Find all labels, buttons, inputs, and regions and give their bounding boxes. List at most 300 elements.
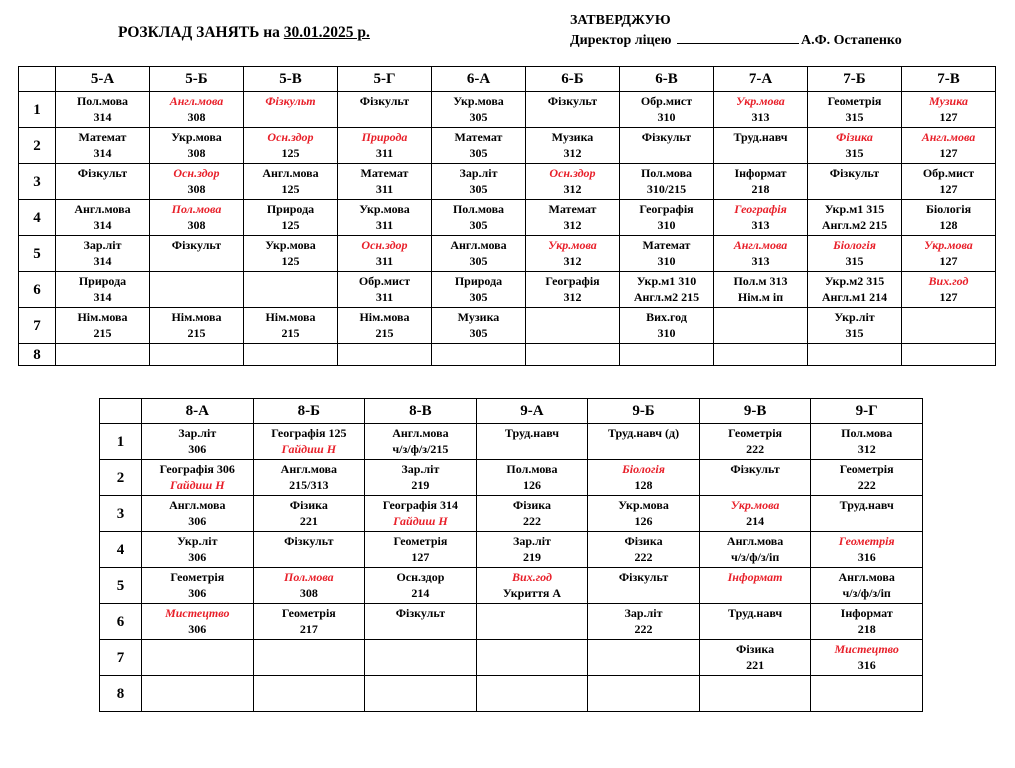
lesson-line: Труд.навч: [728, 606, 783, 620]
table-header-row: [19, 67, 996, 92]
lesson-cell: [588, 460, 700, 496]
lesson-line: Географія 306: [159, 462, 235, 476]
lesson-number: 3: [19, 164, 56, 200]
lesson-cell: [620, 308, 714, 344]
lesson-line: 125: [281, 146, 300, 160]
lesson-line: Пол.мова: [76, 94, 129, 108]
lesson-line: Укр.мова: [618, 498, 669, 512]
lesson-cell: [253, 676, 365, 712]
lesson-cell: [432, 128, 526, 164]
lesson-cell: [365, 424, 477, 460]
lesson-line: Фізика: [736, 642, 775, 656]
lesson-row: [19, 272, 996, 308]
lesson-cell: [699, 676, 811, 712]
lesson-row: [100, 424, 923, 460]
lesson-line: 310: [657, 326, 676, 340]
lesson-line: Зар.літ: [459, 166, 498, 180]
lesson-line-highlighted: Осн.здор: [173, 166, 220, 180]
lesson-line: Укр.мова: [171, 130, 222, 144]
lesson-line: Труд.навч: [733, 130, 788, 144]
lesson-line: Нім.мова: [359, 310, 410, 324]
lesson-cell: [811, 604, 923, 640]
lesson-cell: [150, 344, 244, 366]
lesson-line: Англ.мова: [262, 166, 319, 180]
lesson-line: 218: [751, 182, 770, 196]
lesson-line-highlighted: Природа: [361, 130, 408, 144]
lesson-cell: [253, 424, 365, 460]
lesson-line: 312: [563, 290, 582, 304]
lesson-cell: [142, 424, 254, 460]
lesson-cell: [811, 532, 923, 568]
lesson-cell: [338, 272, 432, 308]
lesson-line: 314: [93, 254, 112, 268]
lesson-number: 1: [19, 92, 56, 128]
lesson-cell: [432, 200, 526, 236]
page-title: [118, 24, 370, 42]
lesson-cell: [526, 272, 620, 308]
lesson-line: 215: [281, 326, 300, 340]
lesson-line: 222: [634, 550, 653, 564]
lesson-line: 311: [375, 146, 394, 160]
lesson-line: 308: [187, 182, 206, 196]
lesson-row: [100, 568, 923, 604]
lesson-cell: [476, 676, 588, 712]
lesson-line: 127: [939, 254, 958, 268]
lesson-line-highlighted: Пол.мова: [171, 202, 222, 216]
director-name: А.Ф. Остапенко: [800, 33, 902, 48]
lesson-line: 311: [375, 254, 394, 268]
lesson-line: Нім.мова: [265, 310, 316, 324]
lesson-line: Англ.мова: [74, 202, 131, 216]
lesson-cell: [253, 496, 365, 532]
lesson-cell: [150, 92, 244, 128]
lesson-line: Інформат: [734, 166, 787, 180]
approve-label: ЗАТВЕРДЖУЮ: [570, 13, 671, 28]
lesson-cell: [365, 496, 477, 532]
lesson-line: 308: [299, 586, 318, 600]
lesson-line: Фізика: [512, 498, 552, 512]
class-header: 8-А: [142, 399, 254, 424]
lesson-cell: [244, 92, 338, 128]
lesson-line: Зар.літ: [178, 426, 217, 440]
lesson-cell: [150, 200, 244, 236]
lesson-cell: [902, 272, 996, 308]
lesson-line-highlighted: Вих.год: [512, 570, 552, 584]
lesson-cell: [811, 496, 923, 532]
lesson-line: 313: [751, 110, 770, 124]
lesson-cell: [244, 236, 338, 272]
lesson-cell: [714, 236, 808, 272]
lesson-line: Укр.мова: [453, 94, 504, 108]
lesson-line: Фізкульт: [359, 94, 410, 108]
lesson-cell: [902, 344, 996, 366]
lesson-cell: [56, 200, 150, 236]
lesson-line: 310: [657, 218, 676, 232]
lesson-cell: [811, 676, 923, 712]
lesson-line: Інформат: [840, 606, 893, 620]
class-header: 5-В: [244, 67, 338, 92]
lesson-line: 305: [469, 182, 488, 196]
lesson-line: Фізкульт: [77, 166, 128, 180]
lesson-line: Укр.м2 315: [824, 274, 885, 288]
lesson-line: 312: [563, 218, 582, 232]
lesson-row: [19, 164, 996, 200]
lesson-cell: [526, 308, 620, 344]
lesson-line: Укр.м1 310: [636, 274, 697, 288]
lesson-cell: [142, 604, 254, 640]
lesson-line: Укр.літ: [834, 310, 875, 324]
lesson-number: 7: [19, 308, 56, 344]
lesson-line-highlighted: Вих.год: [928, 274, 969, 288]
lesson-line: 215: [375, 326, 394, 340]
lesson-cell: [714, 92, 808, 128]
lesson-cell: [902, 308, 996, 344]
lesson-line: 314: [93, 146, 112, 160]
lesson-line-highlighted: Англ.мова: [921, 130, 976, 144]
lesson-cell: [902, 236, 996, 272]
lesson-line: Укриття А: [502, 586, 562, 600]
lesson-cell: [56, 128, 150, 164]
lesson-line-highlighted: Музика: [929, 94, 968, 108]
lesson-line: Природа: [454, 274, 503, 288]
lesson-cell: [253, 568, 365, 604]
lesson-cell: [902, 200, 996, 236]
lesson-line: Нім.мова: [171, 310, 222, 324]
lesson-cell: [620, 344, 714, 366]
lesson-row: [19, 92, 996, 128]
lesson-cell: [476, 640, 588, 676]
lesson-line: Зар.літ: [83, 238, 122, 252]
lesson-line-highlighted: Біологія: [622, 462, 665, 476]
lesson-cell: [699, 460, 811, 496]
lesson-number: 8: [19, 344, 56, 366]
lesson-line: Фізкульт: [171, 238, 222, 252]
lesson-line: 314: [93, 290, 112, 304]
lesson-line: 306: [188, 514, 207, 528]
lesson-line: Геометрія: [281, 606, 336, 620]
lesson-cell: [808, 200, 902, 236]
lesson-cell: [811, 640, 923, 676]
lesson-row: [19, 344, 996, 366]
class-header: 7-А: [714, 67, 808, 92]
lesson-line: Англ.мова: [726, 534, 784, 548]
lesson-line: 312: [857, 442, 876, 456]
lesson-line: 311: [375, 218, 394, 232]
lesson-cell: [253, 640, 365, 676]
lesson-line: Фізкульт: [641, 130, 692, 144]
lesson-cell: [142, 460, 254, 496]
lesson-line-highlighted: Гайдиш Н: [281, 442, 337, 456]
lesson-line: ч/з/ф/з/іп: [730, 550, 780, 564]
lesson-cell: [526, 200, 620, 236]
lesson-cell: [588, 640, 700, 676]
corner-cell: [100, 399, 142, 424]
lesson-cell: [808, 272, 902, 308]
class-header: 7-В: [902, 67, 996, 92]
schedule-date: 30.01.2025 р.: [283, 24, 370, 41]
lesson-line-highlighted: Мистецтво: [165, 606, 230, 620]
lesson-cell: [365, 568, 477, 604]
lesson-number: 2: [100, 460, 142, 496]
lesson-line: Англ.мова: [838, 570, 895, 584]
lesson-line: ч/з/ф/з/215: [392, 442, 449, 456]
lesson-line: Фізика: [624, 534, 663, 548]
lesson-line: Пол.мова: [452, 202, 505, 216]
lesson-line: 125: [281, 254, 300, 268]
lesson-line: 315: [845, 146, 864, 160]
lesson-cell: [432, 92, 526, 128]
lesson-cell: [811, 424, 923, 460]
lesson-cell: [588, 424, 700, 460]
lesson-line: 305: [469, 326, 488, 340]
lesson-cell: [588, 532, 700, 568]
lesson-cell: [432, 344, 526, 366]
lesson-line: 127: [939, 290, 958, 304]
lesson-line: 308: [187, 218, 206, 232]
lesson-row: [100, 532, 923, 568]
lesson-line: Фізкульт: [730, 462, 780, 476]
lesson-line: 215/313: [289, 478, 329, 492]
lesson-cell: [338, 200, 432, 236]
lesson-line: Англ.мова: [392, 426, 449, 440]
lesson-cell: [476, 532, 588, 568]
lesson-row: [19, 236, 996, 272]
lesson-line: Фізкульт: [618, 570, 669, 584]
lesson-cell: [365, 604, 477, 640]
lesson-row: [100, 496, 923, 532]
lesson-row: [100, 460, 923, 496]
lesson-cell: [244, 164, 338, 200]
lesson-line: 310: [657, 110, 676, 124]
lesson-line: Біологія: [925, 202, 972, 216]
lesson-line: Математ: [78, 130, 127, 144]
lesson-cell: [253, 604, 365, 640]
class-header: 7-Б: [808, 67, 902, 92]
lesson-cell: [365, 532, 477, 568]
lesson-line: 125: [281, 218, 300, 232]
lesson-cell: [142, 532, 254, 568]
lesson-line: 312: [563, 146, 582, 160]
director-label: Директор ліцею: [570, 33, 672, 48]
lesson-line: 310: [657, 254, 676, 268]
lesson-line-highlighted: Укр.мова: [924, 238, 973, 252]
class-header: 9-А: [476, 399, 588, 424]
lesson-line: 214: [411, 586, 430, 600]
lesson-line: 316: [857, 658, 876, 672]
lesson-cell: [620, 128, 714, 164]
lesson-cell: [699, 568, 811, 604]
lesson-line: Музика: [457, 310, 500, 324]
lesson-line: Обр.мист: [922, 166, 975, 180]
lesson-line: 312: [563, 254, 582, 268]
lesson-line: Англ.мова: [169, 498, 226, 512]
lesson-line: 305: [469, 218, 488, 232]
lesson-cell: [526, 164, 620, 200]
lesson-line: Фізкульт: [284, 534, 334, 548]
lesson-line: Математ: [642, 238, 691, 252]
lesson-line-highlighted: Інформат: [727, 570, 783, 584]
lesson-line: Англ.мова: [280, 462, 338, 476]
lesson-number: 1: [100, 424, 142, 460]
lesson-line: Зар.літ: [401, 462, 440, 476]
lesson-cell: [56, 236, 150, 272]
lesson-cell: [150, 236, 244, 272]
lesson-cell: [142, 676, 254, 712]
lesson-line: 316: [857, 550, 876, 564]
lesson-cell: [56, 308, 150, 344]
lesson-line: 222: [746, 442, 765, 456]
class-header: 6-Б: [526, 67, 620, 92]
lesson-row: [19, 308, 996, 344]
lesson-cell: [620, 272, 714, 308]
lesson-cell: [56, 164, 150, 200]
lesson-line-highlighted: Укр.мова: [548, 238, 597, 252]
lesson-line: Англ.м1 214: [821, 290, 888, 304]
table-header-row: [100, 399, 923, 424]
lesson-line: ч/з/ф/з/іп: [842, 586, 891, 600]
lesson-line: 311: [375, 290, 394, 304]
lesson-cell: [588, 604, 700, 640]
lesson-line: 128: [634, 478, 653, 492]
lesson-line-highlighted: Англ.мова: [733, 238, 788, 252]
lesson-line: Природа: [266, 202, 315, 216]
lesson-line: Фізкульт: [395, 606, 446, 620]
lesson-line: Геометрія: [827, 94, 882, 108]
lesson-line: Математ: [454, 130, 503, 144]
lesson-cell: [526, 344, 620, 366]
lesson-line: Труд.навч: [504, 426, 560, 440]
lesson-line: Труд.навч (д): [607, 426, 680, 440]
lesson-number: 4: [19, 200, 56, 236]
lesson-cell: [432, 236, 526, 272]
lesson-line: 127: [939, 146, 958, 160]
lesson-line: Пол.мова: [841, 426, 893, 440]
class-header: 5-А: [56, 67, 150, 92]
lesson-cell: [142, 640, 254, 676]
lesson-row: [19, 128, 996, 164]
lesson-cell: [150, 164, 244, 200]
lesson-line: 313: [751, 254, 770, 268]
class-header: 9-В: [699, 399, 811, 424]
lesson-number: 7: [100, 640, 142, 676]
lesson-cell: [338, 128, 432, 164]
lesson-cell: [432, 272, 526, 308]
lesson-cell: [56, 92, 150, 128]
lesson-cell: [338, 164, 432, 200]
lesson-line: Укр.мова: [359, 202, 410, 216]
lesson-cell: [338, 344, 432, 366]
lesson-cell: [150, 128, 244, 164]
lesson-line-highlighted: Біологія: [833, 238, 876, 252]
lesson-line: Геометрія: [393, 534, 448, 548]
lesson-line: Природа: [78, 274, 127, 288]
schedule-table-grades-5-7: [18, 66, 996, 366]
lesson-line: 214: [746, 514, 765, 528]
class-header: 6-А: [432, 67, 526, 92]
lesson-cell: [338, 236, 432, 272]
lesson-line: Обр.мист: [358, 274, 411, 288]
lesson-cell: [476, 424, 588, 460]
lesson-line: 215: [93, 326, 112, 340]
lesson-cell: [902, 164, 996, 200]
lesson-row: [100, 604, 923, 640]
class-header: 8-Б: [253, 399, 365, 424]
lesson-line: 306: [188, 586, 207, 600]
lesson-cell: [253, 460, 365, 496]
lesson-line: 127: [939, 182, 958, 196]
lesson-line: Фізкульт: [829, 166, 880, 180]
lesson-cell: [811, 460, 923, 496]
lesson-line: Нім.мова: [77, 310, 128, 324]
lesson-line-highlighted: Пол.мова: [283, 570, 334, 584]
lesson-line-highlighted: Осн.здор: [267, 130, 314, 144]
lesson-cell: [714, 200, 808, 236]
lesson-cell: [476, 604, 588, 640]
lesson-cell: [142, 568, 254, 604]
lesson-line: Фізика: [289, 498, 328, 512]
lesson-line: 221: [299, 514, 318, 528]
lesson-line: Географія 314: [382, 498, 459, 512]
lesson-cell: [432, 308, 526, 344]
lesson-line: 312: [563, 182, 582, 196]
lesson-cell: [56, 272, 150, 308]
lesson-cell: [244, 128, 338, 164]
class-header: 5-Б: [150, 67, 244, 92]
lesson-cell: [808, 308, 902, 344]
lesson-line: 305: [469, 290, 488, 304]
lesson-row: [100, 676, 923, 712]
lesson-line: 215: [187, 326, 206, 340]
lesson-row: [100, 640, 923, 676]
signature-line: [677, 31, 799, 44]
lesson-line: Англ.м2 215: [633, 290, 700, 304]
lesson-cell: [476, 460, 588, 496]
lesson-line: 311: [375, 182, 394, 196]
lesson-line-highlighted: Укр.мова: [736, 94, 785, 108]
lesson-line-highlighted: Фізика: [836, 130, 873, 144]
lesson-cell: [365, 640, 477, 676]
lesson-cell: [588, 496, 700, 532]
lesson-cell: [902, 92, 996, 128]
lesson-line-highlighted: Географія: [734, 202, 787, 216]
lesson-line: Вих.год: [646, 310, 687, 324]
lesson-cell: [714, 272, 808, 308]
lesson-cell: [699, 640, 811, 676]
lesson-line: Фізкульт: [547, 94, 598, 108]
lesson-line: 308: [187, 110, 206, 124]
corner-cell: [19, 67, 56, 92]
lesson-line: Зар.літ: [624, 606, 663, 620]
lesson-cell: [244, 272, 338, 308]
lesson-cell: [244, 344, 338, 366]
lesson-line: 221: [746, 658, 765, 672]
lesson-line: 306: [188, 622, 207, 636]
lesson-line: Математ: [548, 202, 597, 216]
lesson-cell: [620, 236, 714, 272]
lesson-line: 314: [93, 218, 112, 232]
lesson-line: 305: [469, 146, 488, 160]
lesson-cell: [476, 568, 588, 604]
director-line: [570, 31, 902, 51]
lesson-cell: [338, 308, 432, 344]
lesson-cell: [902, 128, 996, 164]
class-header: 9-Б: [588, 399, 700, 424]
lesson-cell: [526, 128, 620, 164]
lesson-cell: [526, 92, 620, 128]
class-header: 8-В: [365, 399, 477, 424]
lesson-line: 222: [857, 478, 876, 492]
lesson-number: 4: [100, 532, 142, 568]
